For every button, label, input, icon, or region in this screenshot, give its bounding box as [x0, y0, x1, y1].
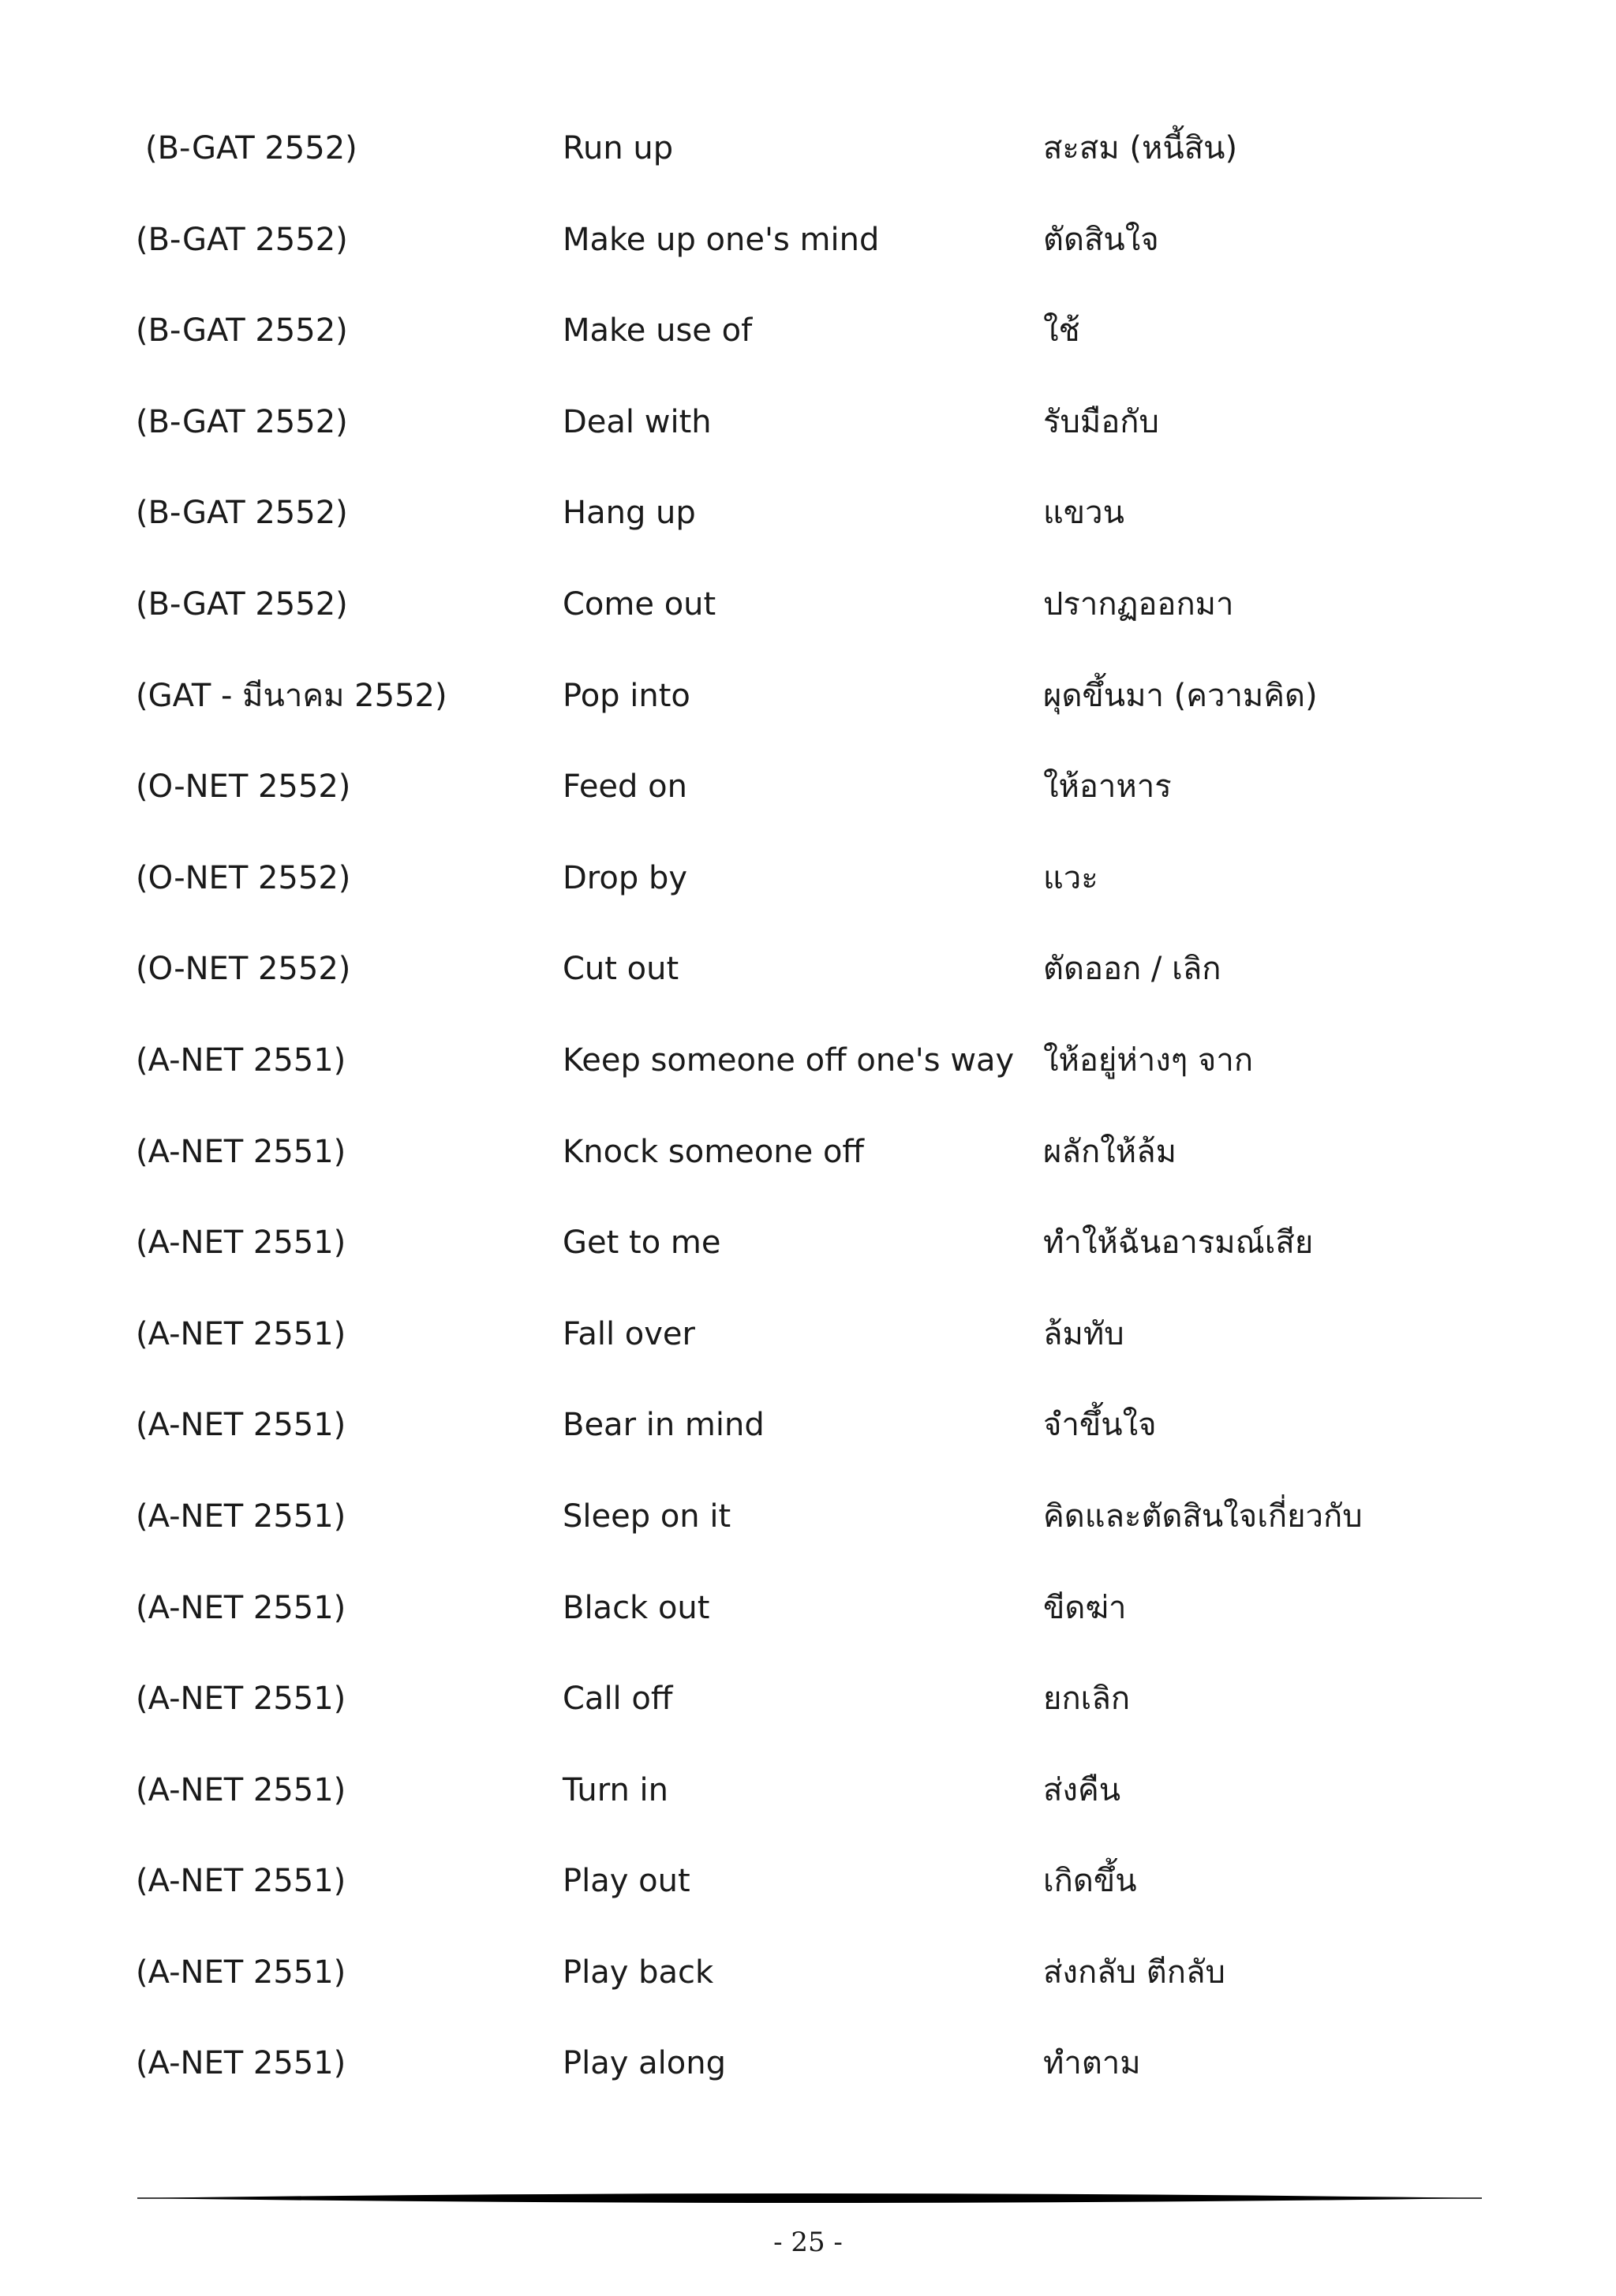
thai-meaning: ให้อยู่ห่างๆ จาก [1043, 1041, 1254, 1079]
phrasal-verb: Play out [563, 1863, 690, 1900]
phrasal-verb: Play along [563, 2045, 726, 2082]
vocab-row [0, 845, 1616, 937]
phrasal-verb: Keep someone off one's way [563, 1041, 1015, 1079]
phrasal-verb: Bear in mind [563, 1407, 765, 1444]
vocab-row [0, 1848, 1616, 1939]
phrasal-verb: Run up [563, 130, 674, 166]
vocab-row [0, 571, 1616, 663]
vocab-row [0, 1027, 1616, 1119]
thai-meaning: คิดและตัดสินใจเกี่ยวกับ [1043, 1498, 1363, 1535]
thai-meaning: สะสม (หนี้สิน) [1043, 130, 1238, 166]
phrasal-verb: Call off [563, 1681, 673, 1718]
phrasal-verb: Make use of [563, 312, 753, 350]
thai-meaning: ให้อาหาร [1043, 768, 1172, 806]
thai-meaning: ผลักให้ล้ม [1043, 1133, 1176, 1170]
vocab-row [0, 1666, 1616, 1757]
exam-source: (B-GAT 2552) [136, 312, 348, 350]
thai-meaning: แวะ [1043, 859, 1098, 896]
vocab-row [0, 663, 1616, 754]
phrasal-verb: Turn in [563, 1771, 668, 1808]
phrasal-verb: Come out [563, 585, 716, 623]
vocab-row [0, 753, 1616, 845]
exam-source: (A-NET 2551) [136, 1315, 346, 1352]
exam-source: (A-NET 2551) [136, 1771, 346, 1808]
vocab-row [0, 389, 1616, 481]
vocab-row [0, 1575, 1616, 1666]
thai-meaning: จำขึ้นใจ [1043, 1407, 1157, 1444]
phrasal-verb: Hang up [563, 495, 696, 532]
thai-meaning: รับมือกับ [1043, 403, 1159, 440]
exam-source: (O-NET 2552) [136, 859, 351, 896]
phrasal-verb: Get to me [563, 1225, 721, 1262]
exam-source: (A-NET 2551) [136, 1589, 346, 1626]
exam-source: (A-NET 2551) [136, 1498, 346, 1535]
exam-source: (GAT - มีนาคม 2552) [136, 677, 447, 714]
vocab-row [0, 1210, 1616, 1301]
footer-divider [137, 2192, 1482, 2204]
exam-source: (O-NET 2552) [136, 768, 351, 806]
exam-source: (A-NET 2551) [136, 1407, 346, 1444]
thai-meaning: ตัดออก / เลิก [1043, 951, 1221, 988]
thai-meaning: ทำให้ฉันอารมณ์เสีย [1043, 1225, 1314, 1262]
phrasal-verb: Play back [563, 1954, 714, 1991]
vocab-row [0, 480, 1616, 571]
exam-source: (A-NET 2551) [136, 1225, 346, 1262]
phrasal-verb: Knock someone off [563, 1133, 864, 1170]
thai-meaning: ยกเลิก [1043, 1681, 1131, 1718]
thai-meaning: เกิดขึ้น [1043, 1863, 1137, 1900]
page-number: - 25 - [773, 2227, 843, 2258]
exam-source: (A-NET 2551) [136, 1863, 346, 1900]
exam-source: (B-GAT 2552) [145, 130, 357, 166]
phrasal-verb: Sleep on it [563, 1498, 731, 1535]
vocab-row [0, 1392, 1616, 1483]
thai-meaning: ขีดฆ่า [1043, 1589, 1127, 1626]
thai-meaning: ส่งคืน [1043, 1771, 1121, 1808]
vocab-row [0, 115, 1616, 207]
phrasal-verb: Feed on [563, 768, 687, 806]
exam-source: (A-NET 2551) [136, 1041, 346, 1079]
exam-source: (A-NET 2551) [136, 1954, 346, 1991]
exam-source: (B-GAT 2552) [136, 221, 348, 258]
exam-source: (A-NET 2551) [136, 1133, 346, 1170]
phrasal-verb-list [0, 115, 1616, 2122]
phrasal-verb: Cut out [563, 951, 679, 988]
vocab-row [0, 1757, 1616, 1849]
exam-source: (B-GAT 2552) [136, 495, 348, 532]
exam-source: (A-NET 2551) [136, 2045, 346, 2082]
vocab-row [0, 1301, 1616, 1393]
thai-meaning: ทำตาม [1043, 2045, 1141, 2082]
vocab-row [0, 207, 1616, 298]
phrasal-verb: Fall over [563, 1315, 695, 1352]
vocab-row [0, 2030, 1616, 2122]
exam-source: (B-GAT 2552) [136, 403, 348, 440]
phrasal-verb: Deal with [563, 403, 712, 440]
exam-source: (O-NET 2552) [136, 951, 351, 988]
phrasal-verb: Drop by [563, 859, 688, 896]
thai-meaning: ปรากฏออกมา [1043, 585, 1234, 623]
phrasal-verb: Black out [563, 1589, 710, 1626]
vocab-row [0, 1119, 1616, 1210]
thai-meaning: ตัดสินใจ [1043, 221, 1159, 258]
phrasal-verb: Pop into [563, 677, 690, 714]
vocab-row [0, 297, 1616, 389]
footer-divider-swell [137, 2193, 1482, 2203]
vocab-row [0, 936, 1616, 1027]
phrasal-verb: Make up one's mind [563, 221, 880, 258]
thai-meaning: ผุดขึ้นมา (ความคิด) [1043, 677, 1318, 714]
thai-meaning: ล้มทับ [1043, 1315, 1124, 1352]
exam-source: (A-NET 2551) [136, 1681, 346, 1718]
thai-meaning: ส่งกลับ ตีกลับ [1043, 1954, 1225, 1991]
thai-meaning: แขวน [1043, 495, 1124, 532]
exam-source: (B-GAT 2552) [136, 585, 348, 623]
vocab-row [0, 1483, 1616, 1575]
thai-meaning: ใช้ [1043, 312, 1080, 350]
vocab-row [0, 1939, 1616, 2031]
